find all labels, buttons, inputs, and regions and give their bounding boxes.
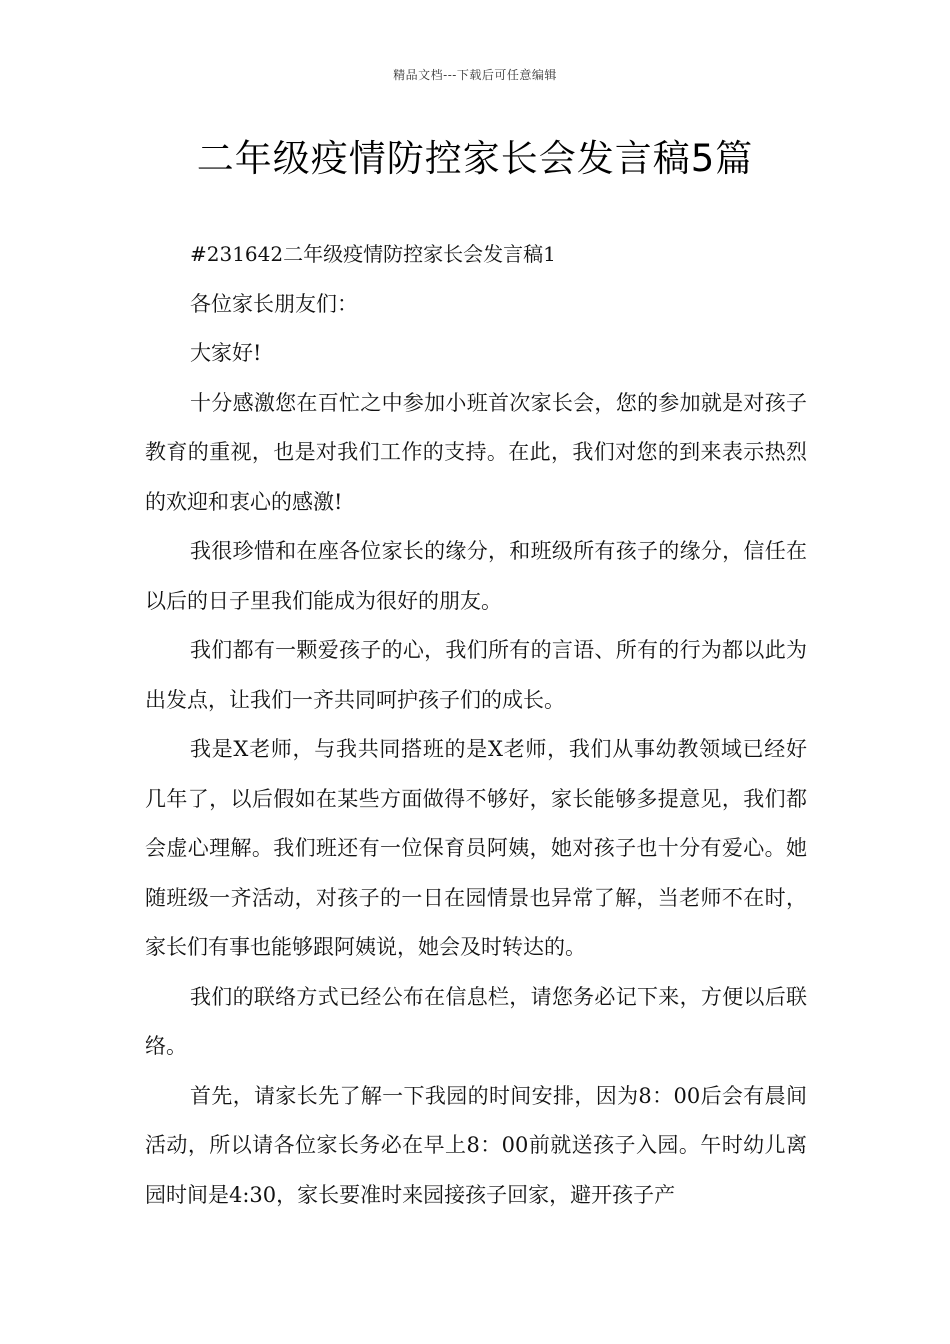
paragraph: 我很珍惜和在座各位家长的缘分，和班级所有孩子的缘分，信任在以后的日子里我们能成为很好的朋友。 xyxy=(145,539,807,613)
paragraph: 十分感激您在百忙之中参加小班首次家长会，您的参加就是对孩子教育的重视，也是对我们工作的支持。在此，我们对您的到来表示热烈的欢迎和衷心的感激! xyxy=(145,390,807,514)
paragraph: 我们都有一颗爱孩子的心，我们所有的言语、所有的行为都以此为出发点，让我们一齐共同呵护孩子们的成长。 xyxy=(145,638,807,712)
header-note: 精品文档---下载后可任意编辑 xyxy=(393,68,557,82)
paragraph: 我们的联络方式已经公布在信息栏，请您务必记下来，方便以后联络。 xyxy=(145,984,807,1058)
greeting: 大家好! xyxy=(190,341,262,365)
section-heading: #231642二年级疫情防控家长会发言稿1 xyxy=(190,242,556,266)
paragraph: 首先，请家长先了解一下我园的时间安排，因为8：00后会有晨间活动，所以请各位家长务必在早上8：00前就送孩子入园。午时幼儿离园时间是4:30，家长要准时来园接孩子回家，避开孩子产 xyxy=(145,1083,807,1207)
paragraph: 我是X老师，与我共同搭班的是X老师，我们从事幼教领域已经好几年了，以后假如在某些方面做得不够好，家长能够多提意见，我们都会虚心理解。我们班还有一位保育员阿姨，她对孩子也十分有爱心。她随班级一齐活动，对孩子的一日在园情景也异常了解，当老师不在时，家长们有事也能够跟阿姨说，她会及时转达的。 xyxy=(145,737,807,959)
salutation: 各位家长朋友们： xyxy=(190,291,358,316)
document-title: 二年级疫情防控家长会发言稿5篇 xyxy=(196,137,754,180)
document-body xyxy=(145,230,807,1220)
